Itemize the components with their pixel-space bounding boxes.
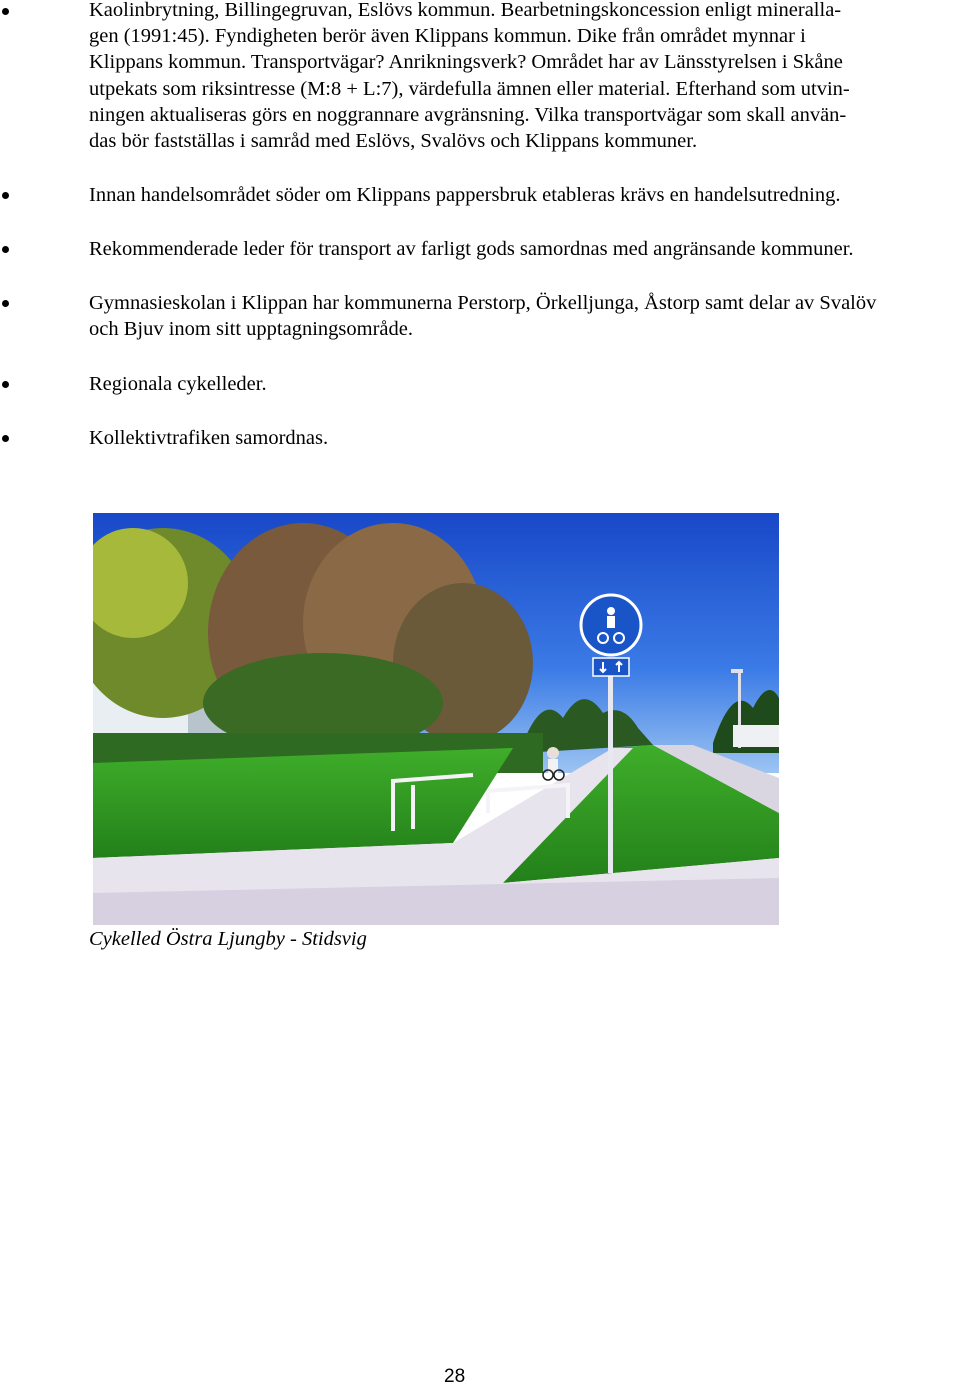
text-line: Regionala cykelleder. (89, 373, 267, 395)
photo-illustration (93, 513, 779, 925)
bullet-text (89, 236, 949, 262)
bullet-text (89, 0, 949, 154)
bullet-dot (2, 435, 9, 442)
bullet-text (89, 290, 949, 342)
bullet-text (89, 425, 949, 451)
bullet-text (89, 371, 949, 397)
direction-sign (593, 658, 629, 676)
bullet-dot (2, 8, 9, 15)
text-line: och Bjuv inom sitt upptagningsområde. (89, 318, 413, 341)
grass-left (93, 748, 513, 858)
text-line: Kollektivtrafiken samordnas. (89, 427, 329, 449)
bullet-dot (2, 381, 9, 388)
bullet-dot (2, 300, 9, 307)
bullet-dot (2, 246, 9, 253)
photo-caption: Cykelled Östra Ljungby - Stidsvig (89, 928, 367, 950)
text-line: ningen aktualiseras görs en noggrannare avgränsning. Vilka transportvägar som skall använ- (89, 103, 847, 126)
text-line: Innan handelsområdet söder om Klippans pappersbruk etableras krävs en handelsutredning. (89, 184, 841, 206)
text-line: Klippans kommun. Transportvägar? Anrikningsverk? Området har av Länsstyrelsen i Skåne (89, 51, 843, 74)
text-line: utpekats som riksintresse (M:8 + L:7), värdefulla ämnen eller material. Efterhand som utvin- (89, 77, 850, 100)
text-line: Kaolinbrytning, Billingegruvan, Eslövs kommun. Bearbetningskoncession enligt mineralla- (89, 0, 842, 21)
bullet-dot (2, 192, 9, 199)
text-line: das bör fastställas i samråd med Eslövs, Svalövs och Klippans kommuner. (89, 130, 698, 153)
text-line: Rekommenderade leder för transport av farligt gods samordnas med angränsande kommuner. (89, 238, 854, 260)
text-line: gen (1991:45). Fyndigheten berör även Klippans kommun. Dike från området mynnar i (89, 25, 806, 48)
page-number: 28 (444, 1366, 466, 1387)
sign-pole (608, 673, 613, 873)
bike-path-photo (93, 513, 779, 925)
text-line: Gymnasieskolan i Klippan har kommunerna Perstorp, Örkelljunga, Åstorp samt delar av Svalöv (89, 292, 877, 314)
bullet-text (89, 182, 949, 208)
